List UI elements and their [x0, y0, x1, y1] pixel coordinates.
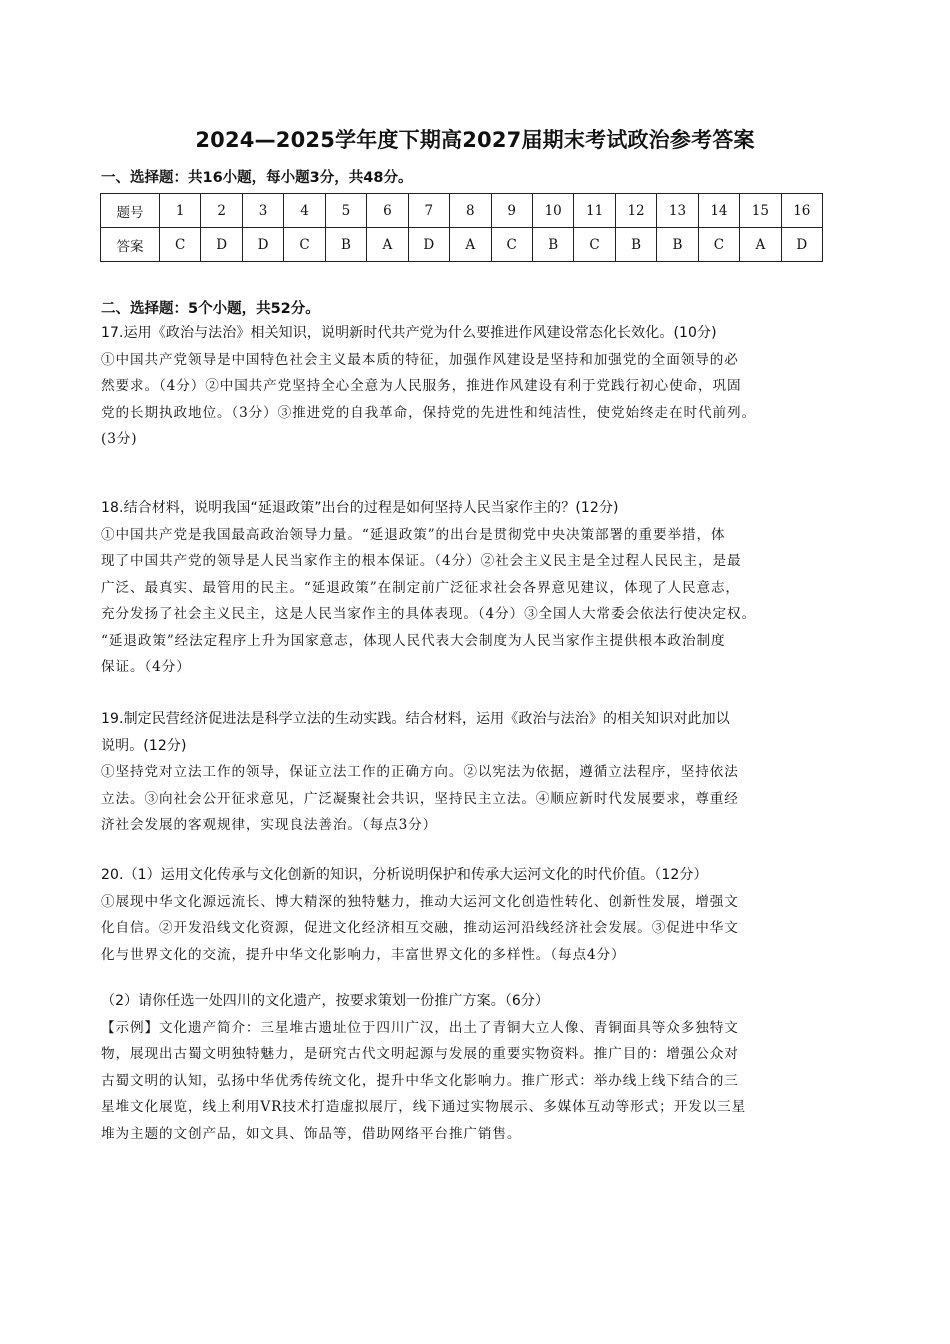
- question-20-part1-block: [101, 862, 853, 968]
- question-18-answer-line: “延退政策”经法定程序上升为国家意志，体现人民代表大会制度为人民当家作主提供根本政治制度: [101, 632, 726, 649]
- question-18-block: [101, 495, 853, 681]
- answer-cell: C: [491, 228, 532, 262]
- question-number-cell: 14: [698, 194, 739, 228]
- question-20-part1-prompt: 20.（1）运用文化传承与文化创新的知识，分析说明保护和传承大运河文化的时代价值。（12分）: [101, 867, 708, 883]
- question-number-cell: 15: [740, 194, 781, 228]
- answer-cell: B: [657, 228, 698, 262]
- question-18-answer-line: 保证。（4分）: [101, 659, 191, 675]
- question-20-part2-prompt: （2）请你任选一处四川的文化遗产，按要求策划一份推广方案。（6分）: [101, 993, 550, 1009]
- question-19-prompt: 19.制定民营经济促进法是科学立法的生动实践。结合材料，运用《政治与法治》的相关知识对此加以: [101, 711, 730, 727]
- question-number-cell: 3: [242, 194, 283, 228]
- question-20-part2-answer-line: 星堆文化展览，线上利用VR技术打造虚拟展厅，线下通过实物展示、多媒体互动等形式；开发以三星: [101, 1099, 747, 1115]
- question-number-cell: 6: [367, 194, 408, 228]
- page-title: 2024—2025学年度下期高2027届期末考试政治参考答案: [195, 128, 755, 152]
- question-number-cell: 12: [615, 194, 656, 228]
- question-number-cell: 4: [284, 194, 325, 228]
- answer-key-table: [100, 193, 823, 262]
- question-18-answer-line: 广泛、最真实、最管用的民主。“延退政策”在制定前广泛征求社会各界意见建议，体现了人民意志，: [101, 579, 740, 596]
- question-19-block: [101, 706, 853, 839]
- question-17-answer-line: 党的长期执政地位。（3分）③推进党的自我革命，保持党的先进性和纯洁性，使党始终走在时代前列。: [101, 404, 756, 421]
- question-17-answer-line: (3分): [101, 431, 138, 447]
- question-number-cell: 11: [574, 194, 615, 228]
- question-20-part2-block: [101, 988, 853, 1147]
- question-19-answer-line: ①坚持党对立法工作的领导，保证立法工作的正确方向。②以宪法为依据，遵循立法程序，坚持依法: [101, 764, 739, 780]
- question-number-cell: 10: [532, 194, 573, 228]
- answer-cell: B: [615, 228, 656, 262]
- question-18-answer-line: ①中国共产党是我国最高政治领导力量。“延退政策”的出台是贯彻党中央决策部署的重要举措，体: [101, 526, 726, 543]
- section2-heading: 二、选择题：5个小题，共52分。: [101, 301, 320, 317]
- question-20-part1-answer-line: 化自信。②开发沿线文化资源，促进文化经济相互交融，推动运河沿线经济社会发展。③促进中华文: [101, 920, 739, 936]
- question-number-cell: 16: [781, 194, 822, 228]
- answer-cell: D: [781, 228, 822, 262]
- question-17-answer-line: ①中国共产党领导是中国特色社会主义最本质的特征，加强作风建设是坚持和加强党的全面领导的必: [101, 351, 739, 368]
- question-number-cell: 2: [201, 194, 242, 228]
- question-17-prompt: 17.运用《政治与法治》相关知识，说明新时代共产党为什么要推进作风建设常态化长效化。(10分): [101, 325, 717, 341]
- question-20-part2-answer-line: 堆为主题的文创产品，如文具、饰品等，借助网络平台推广销售。: [101, 1125, 522, 1142]
- question-number-cell: 7: [408, 194, 449, 228]
- answer-cell: C: [160, 228, 201, 262]
- answer-cell: A: [367, 228, 408, 262]
- answer-cell: C: [574, 228, 615, 262]
- question-19-answer-line: 济社会发展的客观规律，实现良法善治。（每点3分）: [101, 817, 438, 833]
- question-20-part1-answer-line: ①展现中华文化源远流长、博大精深的独特魅力，推动大运河文化创造性转化、创新性发展，增强文: [101, 893, 739, 910]
- question-18-answer-line: 充分发扬了社会主义民主，这是人民当家作主的具体表现。（4分）③全国人大常委会依法行使决定权。: [101, 606, 756, 622]
- row-label-question-number: 题号: [101, 194, 160, 228]
- answer-cell: A: [740, 228, 781, 262]
- question-20-part1-answer-line: 化与世界文化的交流，提升中华文化影响力，丰富世界文化的多样性。（每点4分）: [101, 946, 626, 963]
- answer-cell: D: [201, 228, 242, 262]
- question-20-part2-answer-line: 物，展现出古蜀文明独特魅力，是研究古代文明起源与发展的重要实物资料。推广目的：增强公众对: [101, 1046, 739, 1062]
- answer-cell: C: [698, 228, 739, 262]
- question-20-part2-answer-line: 【示例】文化遗产简介：三星堆古遗址位于四川广汉，出土了青铜大立人像、青铜面具等众多独特文: [101, 1019, 739, 1036]
- question-17-answer-line: 然要求。（4分）②中国共产党坚持全心全意为人民服务，推进作风建设有利于党践行初心使命，巩固: [101, 378, 742, 394]
- question-18-prompt: 18.结合材料，说明我国“延退政策”出台的过程是如何坚持人民当家作主的？(12分): [101, 500, 619, 516]
- answer-cell: B: [325, 228, 366, 262]
- question-number-cell: 9: [491, 194, 532, 228]
- section1-heading: 一、选择题：共16小题，每小题3分，共48分。: [101, 170, 413, 186]
- answer-cell: A: [450, 228, 491, 262]
- question-19-answer-line: 立法。③向社会公开征求意见，广泛凝聚社会共识，坚持民主立法。④顺应新时代发展要求，尊重经: [101, 790, 739, 807]
- question-number-cell: 5: [325, 194, 366, 228]
- question-17-block: [101, 320, 853, 453]
- answer-cell: B: [532, 228, 573, 262]
- question-number-cell: 1: [160, 194, 201, 228]
- question-number-row: [101, 194, 823, 228]
- question-19-prompt: 说明。(12分): [101, 737, 187, 754]
- answer-cell: D: [242, 228, 283, 262]
- answer-row: [101, 228, 823, 262]
- question-20-part2-answer-line: 古蜀文明的认知，弘扬中华优秀传统文化，提升中华文化影响力。推广形式：举办线上线下结合的三: [101, 1072, 739, 1089]
- answer-cell: C: [284, 228, 325, 262]
- answer-cell: D: [408, 228, 449, 262]
- question-18-answer-line: 现了中国共产党的领导是人民当家作主的根本保证。（4分）②社会主义民主是全过程人民民主，是最: [101, 553, 742, 569]
- question-number-cell: 8: [450, 194, 491, 228]
- question-number-cell: 13: [657, 194, 698, 228]
- row-label-answer: 答案: [101, 228, 160, 262]
